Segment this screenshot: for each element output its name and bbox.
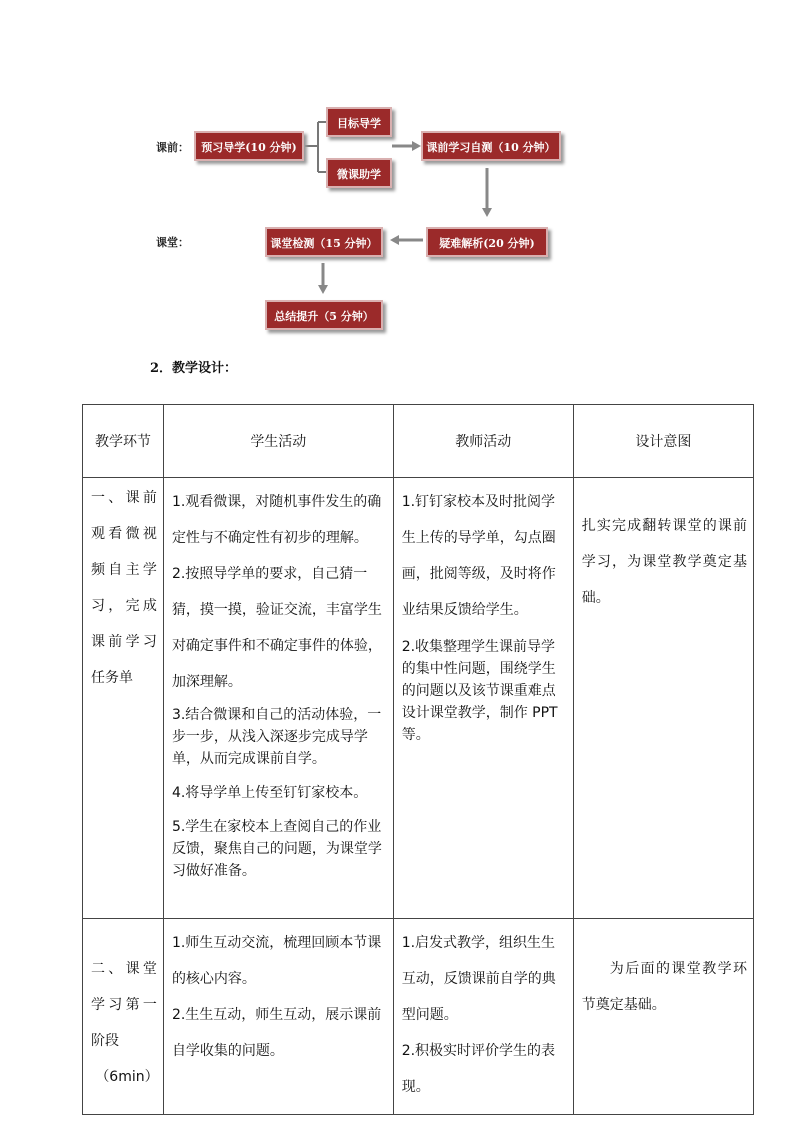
student-item: 1.观看微课，对随机事件发生的确定性与不确定性有初步的理解。 [171, 494, 382, 546]
cell-teacher [393, 919, 573, 1115]
student-item: 1.师生互动交流，梳理回顾本节课的核心内容。 [171, 935, 382, 987]
student-item: 5.学生在家校本上查阅自己的作业反馈，聚焦自己的问题，为课堂学习做好准备。 [171, 819, 382, 879]
cell-student [163, 478, 393, 919]
student-item: 2.生生互动，师生互动，展示课前自学收集的问题。 [171, 1007, 382, 1059]
stage-time: （6min） [95, 1069, 159, 1085]
box-preview: 预习导学(10 分钟) [194, 131, 304, 161]
header-stage: 教学环节 [83, 405, 164, 478]
cell-student [163, 919, 393, 1115]
box-goal: 目标导学 [326, 107, 392, 137]
stage-text: 一、课前观看微视频自主学习，完成课前学习任务单 [91, 490, 157, 686]
table-row [83, 919, 754, 1115]
box-check: 课堂检测（15 分钟） [265, 227, 383, 257]
intent-text: 为后面的课堂教学环节奠定基础。 [581, 961, 747, 1013]
box-summary: 总结提升（5 分钟） [265, 300, 383, 330]
section-title: 2．教学设计： [150, 361, 238, 376]
cell-stage [83, 478, 164, 919]
header-teacher: 教师活动 [393, 405, 573, 478]
design-table [82, 404, 754, 1115]
teacher-item: 1.钉钉家校本及时批阅学生上传的导学单，勾点圈画，批阅等级，及时将作业结果反馈给学生。 [401, 494, 556, 618]
label-in-class: 课堂： [156, 236, 189, 249]
stage-text: 二、课堂学习第一阶段 [91, 961, 157, 1049]
student-item: 3.结合微课和自己的活动体验，一步一步，从浅入深逐步完成导学单，从而完成课前自学。 [171, 707, 382, 767]
intent-text: 扎实完成翻转课堂的课前学习，为课堂教学奠定基础。 [581, 518, 747, 606]
cell-teacher [393, 478, 573, 919]
box-analysis: 疑难解析(20 分钟) [426, 227, 548, 257]
flow-connectors [0, 0, 794, 350]
cell-stage [83, 919, 164, 1115]
teacher-item: 1.启发式教学，组织生生互动，反馈课前自学的典型问题。 [401, 935, 556, 1023]
student-item: 4.将导学单上传至钉钉家校本。 [171, 785, 368, 801]
flow-diagram [0, 0, 794, 350]
box-microclass: 微课助学 [326, 158, 392, 188]
teacher-item: 2.积极实时评价学生的表现。 [401, 1043, 556, 1095]
cell-intent [573, 919, 753, 1115]
student-item: 2.按照导学单的要求，自己猜一猜，摸一摸，验证交流，丰富学生对确定事件和不确定事件的体验，加深理解。 [171, 566, 382, 690]
teacher-item: 2.收集整理学生课前导学的集中性问题，围绕学生的问题以及该节课重难点设计课堂教学，制作 PPT 等。 [401, 639, 558, 743]
label-pre-class: 课前： [156, 141, 189, 154]
table-header-row [83, 405, 754, 478]
header-student: 学生活动 [163, 405, 393, 478]
box-selftest: 课前学习自测（10 分钟） [421, 131, 561, 161]
cell-intent [573, 478, 753, 919]
header-intent: 设计意图 [573, 405, 753, 478]
table-row [83, 478, 754, 919]
